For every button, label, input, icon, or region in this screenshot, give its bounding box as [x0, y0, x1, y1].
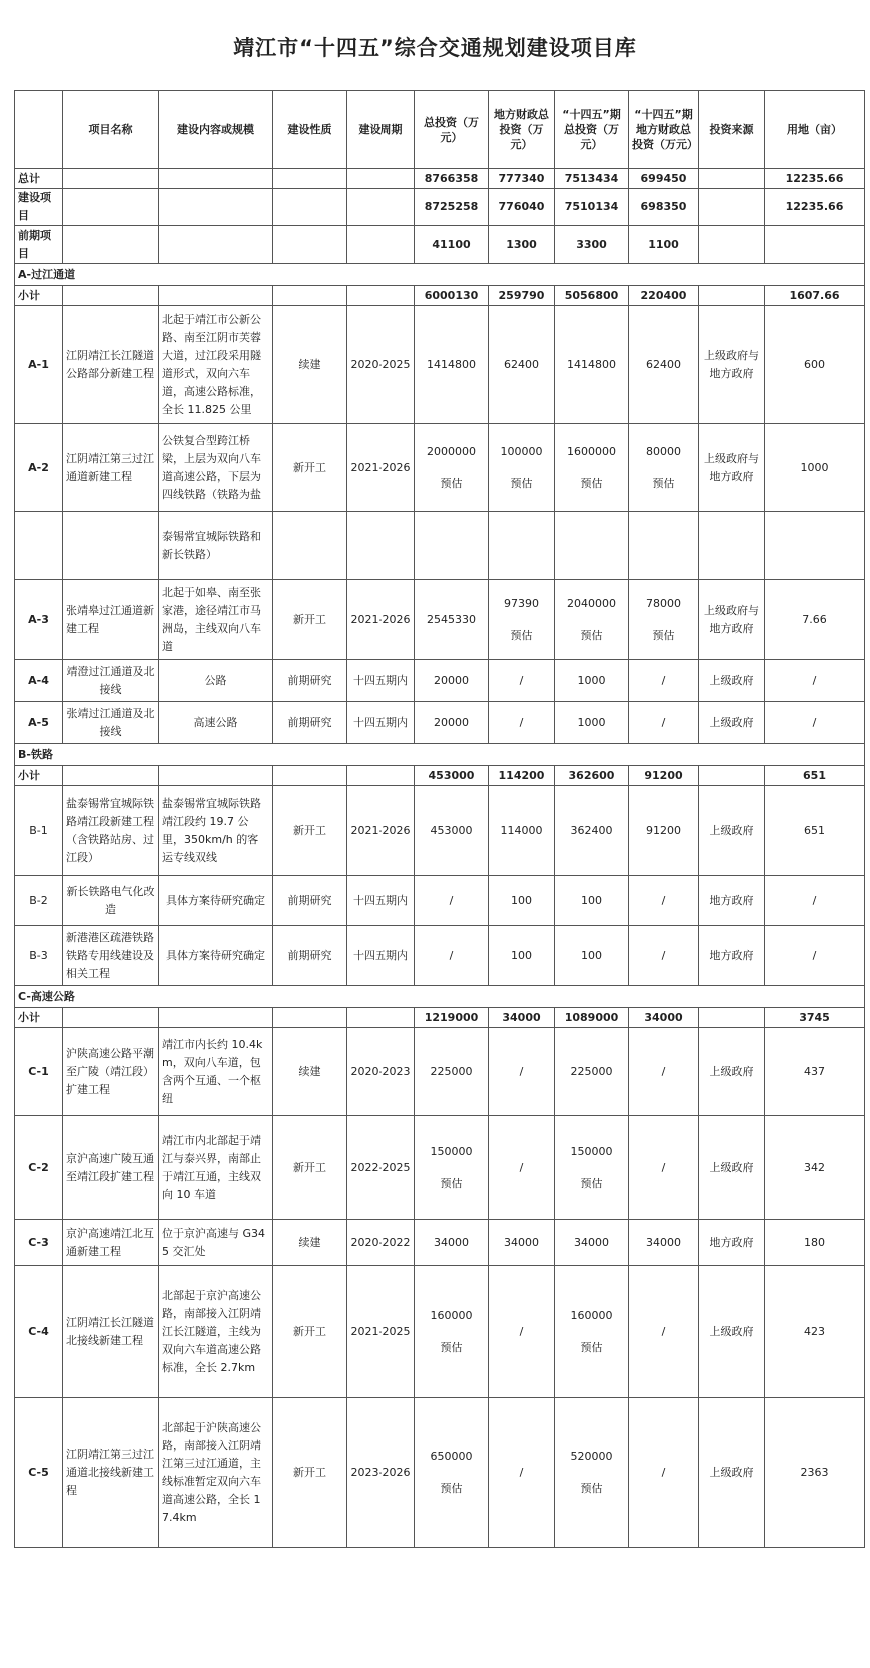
project-content: 北部起于京沪高速公路，南部接入江阴靖江长江隧道，主线为双向六车道高速公路标准，全长 2.7km: [159, 1266, 273, 1398]
project-land: 342: [765, 1116, 865, 1220]
project-source: 上级政府与地方政府: [699, 580, 765, 660]
subtotal-row: [15, 766, 865, 786]
project-total: 20000: [415, 702, 489, 744]
project-source: 上级政府: [699, 1116, 765, 1220]
project-period-total: 100: [555, 876, 629, 926]
project-id: A-1: [15, 306, 63, 424]
project-period: 2022-2025: [347, 1116, 415, 1220]
subtotal-row: [15, 1008, 865, 1028]
project-nature: 新开工: [273, 1398, 347, 1548]
header-cell: 建设性质: [273, 91, 347, 169]
project-content: 公路: [159, 660, 273, 702]
project-period-local: /: [629, 1028, 699, 1116]
summary-label: 建设项目: [15, 189, 63, 226]
estimate-label: 预估: [580, 1340, 603, 1354]
summary-total: 8725258: [415, 189, 489, 226]
table-row: [15, 306, 865, 424]
project-source: 上级政府与地方政府: [699, 424, 765, 512]
subtotal-period-local: 91200: [629, 766, 699, 786]
project-source: 上级政府: [699, 660, 765, 702]
project-period-total: 520000: [570, 1449, 613, 1463]
project-land: 7.66: [765, 580, 865, 660]
summary-land: [765, 226, 865, 264]
project-nature: 前期研究: [273, 926, 347, 986]
subtotal-period: 362600: [555, 766, 629, 786]
table-row: [15, 1266, 865, 1398]
project-table: [14, 90, 865, 1548]
section-header: [15, 264, 865, 286]
project-local: 100000: [500, 444, 543, 458]
project-local: 97390: [504, 596, 539, 610]
header-row: [15, 91, 865, 169]
table-row: [15, 580, 865, 660]
estimate-label: 预估: [510, 628, 533, 642]
estimate-label: 预估: [440, 1340, 463, 1354]
project-name: 张靖皋过江通道新建工程: [63, 580, 159, 660]
subtotal-total: 1219000: [415, 1008, 489, 1028]
estimate-label: 预估: [440, 476, 463, 490]
header-cell: 地方财政总投资（万元）: [489, 91, 555, 169]
project-period-total-cell: [555, 1266, 629, 1398]
estimate-label: 预估: [510, 476, 533, 490]
project-period: 十四五期内: [347, 702, 415, 744]
project-period: 2020-2022: [347, 1220, 415, 1266]
project-period: 2021-2026: [347, 580, 415, 660]
project-local: 114000: [489, 786, 555, 876]
project-name: 江阴靖江第三过江通道新建工程: [63, 424, 159, 512]
subtotal-local: 34000: [489, 1008, 555, 1028]
project-period-total: 1600000: [567, 444, 616, 458]
project-local: 62400: [489, 306, 555, 424]
project-period-total: 150000: [570, 1144, 613, 1158]
project-nature: 前期研究: [273, 702, 347, 744]
project-name: 江阴靖江长江隧道公路部分新建工程: [63, 306, 159, 424]
project-period: 2023-2026: [347, 1398, 415, 1548]
project-total: 2000000: [427, 444, 476, 458]
header-cell: 建设周期: [347, 91, 415, 169]
project-period: 2020-2025: [347, 306, 415, 424]
project-total-cell: [415, 424, 489, 512]
project-content: 盐泰锡常宜城际铁路靖江段约 19.7 公里，350km/h 的客运专线双线: [159, 786, 273, 876]
table-row: [15, 702, 865, 744]
table-row: [15, 786, 865, 876]
project-content: 靖江市内北部起于靖江与泰兴界，南部止于靖江互通，主线双向 10 车道: [159, 1116, 273, 1220]
project-period: 十四五期内: [347, 660, 415, 702]
project-nature: 新开工: [273, 1116, 347, 1220]
project-content: 北起于如皋、南至张家港，途径靖江市马洲岛，主线双向八车道: [159, 580, 273, 660]
project-land: 600: [765, 306, 865, 424]
project-period-local: 62400: [629, 306, 699, 424]
project-local-cell: [489, 424, 555, 512]
summary-land: 12235.66: [765, 189, 865, 226]
project-total: /: [415, 876, 489, 926]
project-total: 453000: [415, 786, 489, 876]
estimate-label: 预估: [580, 1176, 603, 1190]
project-total: 2545330: [415, 580, 489, 660]
summary-total: 8766358: [415, 169, 489, 189]
project-name: 盐泰锡常宜城际铁路靖江段新建工程（含铁路站房、过江段）: [63, 786, 159, 876]
project-id: A-2: [15, 424, 63, 512]
table-row: [15, 424, 865, 512]
project-period-local-cell: [629, 424, 699, 512]
project-source: 上级政府: [699, 1398, 765, 1548]
project-name: 靖澄过江通道及北接线: [63, 660, 159, 702]
project-name: 沪陕高速公路平潮至广陵（靖江段）扩建工程: [63, 1028, 159, 1116]
project-local: /: [489, 1116, 555, 1220]
project-local: 100: [489, 926, 555, 986]
project-source: 地方政府: [699, 876, 765, 926]
project-period-local: /: [629, 1398, 699, 1548]
estimate-label: 预估: [580, 476, 603, 490]
project-total: /: [415, 926, 489, 986]
summary-period-local: 698350: [629, 189, 699, 226]
summary-row-total: [15, 169, 865, 189]
subtotal-land: 3745: [765, 1008, 865, 1028]
table-row: [15, 1116, 865, 1220]
summary-local: 1300: [489, 226, 555, 264]
project-total: 20000: [415, 660, 489, 702]
project-period-total-cell: [555, 424, 629, 512]
project-local: /: [489, 1266, 555, 1398]
header-cell: 总投资（万元）: [415, 91, 489, 169]
section-title: C-高速公路: [15, 986, 865, 1008]
project-name: 江阴靖江第三过江通道北接线新建工程: [63, 1398, 159, 1548]
project-source: 上级政府: [699, 702, 765, 744]
subtotal-label: 小计: [15, 286, 63, 306]
subtotal-land: 651: [765, 766, 865, 786]
project-period-total: 160000: [570, 1308, 613, 1322]
table-row: [15, 876, 865, 926]
table-row: [15, 926, 865, 986]
project-period-local: /: [629, 660, 699, 702]
project-period-local: 78000: [646, 596, 681, 610]
summary-period: 7513434: [555, 169, 629, 189]
estimate-label: 预估: [652, 628, 675, 642]
subtotal-total: 453000: [415, 766, 489, 786]
project-land: 651: [765, 786, 865, 876]
project-content: 具体方案待研究确定: [159, 926, 273, 986]
project-land: /: [765, 876, 865, 926]
project-total: 1414800: [415, 306, 489, 424]
project-land: /: [765, 702, 865, 744]
section-title: B-铁路: [15, 744, 865, 766]
project-source: 地方政府: [699, 926, 765, 986]
project-local: /: [489, 660, 555, 702]
project-total: 34000: [415, 1220, 489, 1266]
estimate-label: 预估: [580, 1481, 603, 1495]
project-content: 公铁复合型跨江桥梁，上层为双向八车道高速公路，下层为四线铁路（铁路为盐: [159, 424, 273, 512]
project-local: 100: [489, 876, 555, 926]
header-cell: 建设内容或规模: [159, 91, 273, 169]
subtotal-period-local: 34000: [629, 1008, 699, 1028]
project-id: C-3: [15, 1220, 63, 1266]
project-content: 北起于靖江市公新公路、南至江阴市芙蓉大道，过江段采用隧道形式，双向六车道，高速公路标准，全长 11.825 公里: [159, 306, 273, 424]
project-id: C-5: [15, 1398, 63, 1548]
header-cell: 投资来源: [699, 91, 765, 169]
summary-period: 7510134: [555, 189, 629, 226]
project-period-local: /: [629, 1266, 699, 1398]
project-land: /: [765, 660, 865, 702]
header-cell: [15, 91, 63, 169]
estimate-label: 预估: [580, 628, 603, 642]
project-nature: 新开工: [273, 786, 347, 876]
project-id: C-4: [15, 1266, 63, 1398]
project-source: 上级政府: [699, 1266, 765, 1398]
table-row: [15, 1220, 865, 1266]
project-land: /: [765, 926, 865, 986]
header-cell: “十四五”期总投资（万元）: [555, 91, 629, 169]
project-content: 具体方案待研究确定: [159, 876, 273, 926]
project-id: B-3: [15, 926, 63, 986]
summary-label: 前期项目: [15, 226, 63, 264]
summary-local: 777340: [489, 169, 555, 189]
project-period-total: 225000: [555, 1028, 629, 1116]
project-period-local: /: [629, 702, 699, 744]
project-nature: 续建: [273, 1028, 347, 1116]
subtotal-total: 6000130: [415, 286, 489, 306]
table-row: [15, 1028, 865, 1116]
summary-row-construction: [15, 189, 865, 226]
summary-row-preliminary: [15, 226, 865, 264]
project-nature: 新开工: [273, 424, 347, 512]
summary-label: 总计: [15, 169, 63, 189]
project-period: 2021-2026: [347, 424, 415, 512]
project-land: 437: [765, 1028, 865, 1116]
summary-total: 41100: [415, 226, 489, 264]
project-period-total-cell: [555, 1116, 629, 1220]
header-cell: 用地（亩）: [765, 91, 865, 169]
project-period-total: 1414800: [555, 306, 629, 424]
project-period-local: /: [629, 926, 699, 986]
project-period: 2020-2023: [347, 1028, 415, 1116]
project-period-total: 362400: [555, 786, 629, 876]
subtotal-period-local: 220400: [629, 286, 699, 306]
project-period: 2021-2025: [347, 1266, 415, 1398]
subtotal-row: [15, 286, 865, 306]
project-period-total-cell: [555, 1398, 629, 1548]
section-header: [15, 744, 865, 766]
project-period: 十四五期内: [347, 876, 415, 926]
project-name: 江阴靖江长江隧道北接线新建工程: [63, 1266, 159, 1398]
project-period: 2021-2026: [347, 786, 415, 876]
project-land: 423: [765, 1266, 865, 1398]
project-id: C-1: [15, 1028, 63, 1116]
project-local: /: [489, 1398, 555, 1548]
project-nature: 续建: [273, 1220, 347, 1266]
project-period-local: /: [629, 1116, 699, 1220]
project-id: A-4: [15, 660, 63, 702]
subtotal-local: 114200: [489, 766, 555, 786]
subtotal-label: 小计: [15, 766, 63, 786]
table-row-continuation: [15, 512, 865, 580]
project-period-total: 1000: [555, 702, 629, 744]
project-content: 位于京沪高速与 G345 交汇处: [159, 1220, 273, 1266]
project-nature: 前期研究: [273, 660, 347, 702]
header-cell: “十四五”期地方财政总投资（万元）: [629, 91, 699, 169]
project-nature: 新开工: [273, 1266, 347, 1398]
project-source: 上级政府: [699, 1028, 765, 1116]
estimate-label: 预估: [440, 1176, 463, 1190]
project-id: B-1: [15, 786, 63, 876]
project-local: 34000: [489, 1220, 555, 1266]
project-total-cell: [415, 1266, 489, 1398]
project-local-cell: [489, 580, 555, 660]
project-name: 新长铁路电气化改造: [63, 876, 159, 926]
subtotal-period: 1089000: [555, 1008, 629, 1028]
project-source: 地方政府: [699, 1220, 765, 1266]
project-total: 650000: [430, 1449, 473, 1463]
project-period: 十四五期内: [347, 926, 415, 986]
subtotal-local: 259790: [489, 286, 555, 306]
project-id: B-2: [15, 876, 63, 926]
project-source: 上级政府与地方政府: [699, 306, 765, 424]
project-land: 2363: [765, 1398, 865, 1548]
summary-land: 12235.66: [765, 169, 865, 189]
summary-period-local: 1100: [629, 226, 699, 264]
project-total: 150000: [430, 1144, 473, 1158]
project-content-continued: 泰锡常宜城际铁路和新长铁路）: [159, 512, 273, 580]
project-name: 张靖过江通道及北接线: [63, 702, 159, 744]
project-period-total-cell: [555, 580, 629, 660]
project-nature: 前期研究: [273, 876, 347, 926]
project-total: 160000: [430, 1308, 473, 1322]
project-period-total: 34000: [555, 1220, 629, 1266]
project-content: 高速公路: [159, 702, 273, 744]
section-header: [15, 986, 865, 1008]
section-title: A-过江通道: [15, 264, 865, 286]
project-name: 新港港区疏港铁路铁路专用线建设及相关工程: [63, 926, 159, 986]
subtotal-period: 5056800: [555, 286, 629, 306]
project-total-cell: [415, 1398, 489, 1548]
project-id: A-3: [15, 580, 63, 660]
project-land: 180: [765, 1220, 865, 1266]
table-row: [15, 1398, 865, 1548]
project-period-local: 91200: [629, 786, 699, 876]
project-nature: 续建: [273, 306, 347, 424]
header-cell: 项目名称: [63, 91, 159, 169]
project-land: 1000: [765, 424, 865, 512]
estimate-label: 预估: [652, 476, 675, 490]
estimate-label: 预估: [440, 1481, 463, 1495]
project-nature: 新开工: [273, 580, 347, 660]
summary-period: 3300: [555, 226, 629, 264]
subtotal-land: 1607.66: [765, 286, 865, 306]
project-period-total: 2040000: [567, 596, 616, 610]
summary-local: 776040: [489, 189, 555, 226]
project-period-local: 80000: [646, 444, 681, 458]
subtotal-label: 小计: [15, 1008, 63, 1028]
project-period-local: /: [629, 876, 699, 926]
project-local: /: [489, 702, 555, 744]
project-local: /: [489, 1028, 555, 1116]
project-name: 京沪高速靖江北互通新建工程: [63, 1220, 159, 1266]
project-period-total: 1000: [555, 660, 629, 702]
project-source: 上级政府: [699, 786, 765, 876]
project-id: A-5: [15, 702, 63, 744]
project-total-cell: [415, 1116, 489, 1220]
project-name: 京沪高速广陵互通至靖江段扩建工程: [63, 1116, 159, 1220]
project-id: C-2: [15, 1116, 63, 1220]
project-content: 北部起于沪陕高速公路，南部接入江阴靖江第三过江通道，主线标准暂定双向六车道高速公路，全长 17.4km: [159, 1398, 273, 1548]
summary-period-local: 699450: [629, 169, 699, 189]
page-title: 靖江市“十四五”综合交通规划建设项目库: [233, 36, 637, 60]
project-total: 225000: [415, 1028, 489, 1116]
project-period-total: 100: [555, 926, 629, 986]
project-period-local-cell: [629, 580, 699, 660]
table-row: [15, 660, 865, 702]
project-period-local: 34000: [629, 1220, 699, 1266]
project-content: 靖江市内长约 10.4km，双向八车道，包含两个互通、一个枢纽: [159, 1028, 273, 1116]
